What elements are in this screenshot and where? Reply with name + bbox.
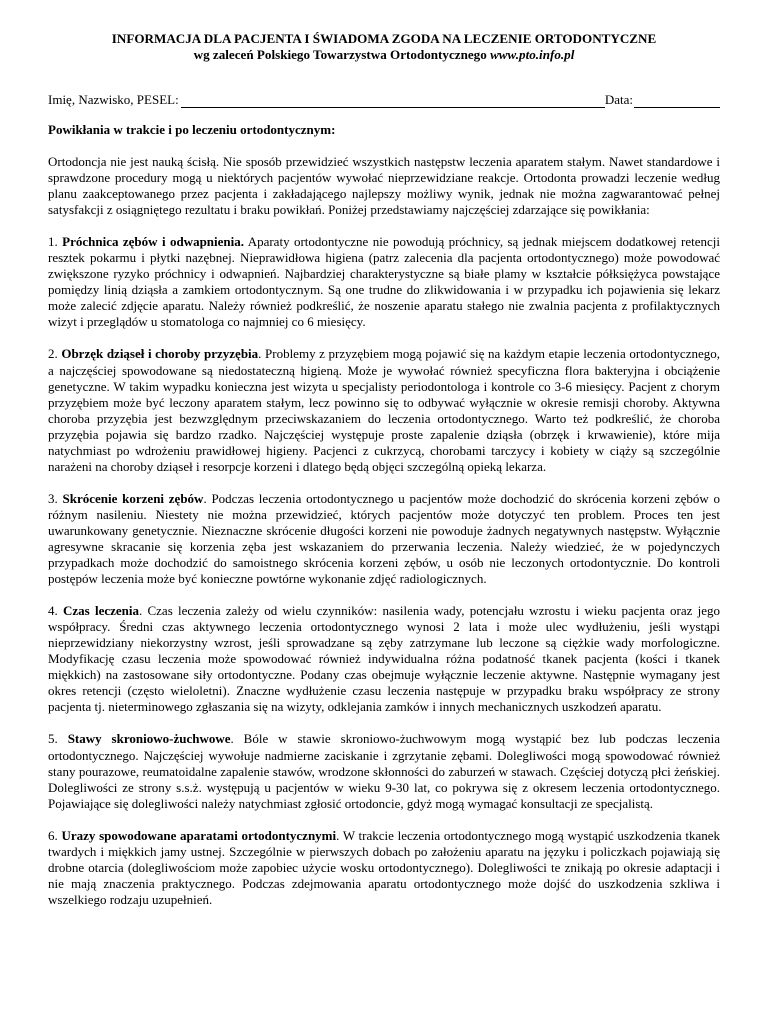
item-paragraph-1: [48, 234, 720, 330]
item-paragraph-4: [48, 603, 720, 715]
item-text: . Czas leczenia zależy od wielu czynników: nasilenia wady, potencjału wzrostu i wieku pacjenta oraz jego współpracy. Średni czas aktywnego leczenia ortodontycznego wynosi 2 lata i może ulec wydłużeniu, jeśli wystąpi nieprzewidziany niekorzystny wzrost, jeśli sprowadzane są zęby zatrzymane lub leczone są ciężkie wady morfologiczne. Modyfikację czasu leczenia może spowodować również indywidualna różna podatność tkanek pacjenta (kości i tkanek miękkich) na zastosowane siły ortodontyczne. Podany czas obejmuje wyłącznie leczenie aktywne. Następnie wymagany jest okres retencji (często wieloletni). Znaczne wydłużenie czasu leczenia następuje w przypadku braku współpracy ze strony pacjenta tj. nieterminowego zgłaszania się na wizyty, odklejania zamków i innych mechanicznych uszkodzeń aparatu.: [48, 603, 720, 715]
item-title: Czas leczenia: [63, 603, 139, 619]
item-number: 5.: [48, 731, 68, 747]
item-number: 1.: [48, 234, 63, 250]
document-page: [48, 31, 720, 908]
section-heading: Powikłania w trakcie i po leczeniu ortodontycznym:: [48, 122, 336, 137]
item-text: . Problemy z przyzębiem mogą pojawić się na każdym etapie leczenia ortodontycznego, a najczęściej spowodowane są niedostateczną higieną. Może je wywołać również specyficzna flora bakteryjna i obciążenie genetyczne. W takim wypadku konieczna jest wizyta u specjalisty periodontologa i kontrole co 3-6 miesięcy. Pacjent z chorym przyzębiem może być leczony aparatem stałym, lecz powinno się to odbywać wyłącznie w okresie remisji choroby. Aktywna choroba przyzębia jest bezwzględnym przeciwskazaniem do leczenia ortodontycznego. Warto też podkreślić, że choroba przyzębia pojawia się bardzo rzadko. Najczęściej występuje proste zapalenie dziąsła (obrzęk i krwawienie), które mija natychmiast po wdrożeniu prawidłowej higieny. Pacjenci z cukrzycą, chorobami tarczycy i kobiety w ciąży są szczególnie narażeni na choroby dziąseł i resorpcje korzeni i dlatego będą objęci szczególną opieką lekarza.: [48, 346, 720, 474]
item-number: 4.: [48, 603, 63, 619]
subtitle-url: www.pto.info.pl: [490, 47, 575, 62]
date-label: Data:: [604, 92, 633, 107]
item-title: Skrócenie korzeni zębów: [62, 490, 204, 506]
document-title: INFORMACJA DLA PACJENTA I ŚWIADOMA ZGODA NA LECZENIE ORTODONTYCZNE: [111, 31, 657, 46]
item-title: Próchnica zębów i odwapnienia.: [62, 234, 245, 250]
item-paragraph-5: [48, 731, 720, 811]
item-text: . Podczas leczenia ortodontycznego u pacjentów może dochodzić do skrócenia korzeni zębów o różnym nasileniu. Niestety nie można przewidzieć, których pacjentów może dotyczyć ten problem. Proces ten jest uwarunkowany genetycznie. Nieznaczne skrócenie długości korzeni nie powoduje żadnych negatywnych następstw. Wyłącznie agresywne skracanie się korzenia zęba jest wskazaniem do przerwania leczenia. Należy wiedzieć, że w pojedynczych przypadkach może dochodzić do samoistnego skrócenia korzeni zębów, u osób nie leczonych ortodontycznie. Do kontroli postępów leczenia może być konieczne powtórne wykonanie zdjęć radiologicznych.: [48, 490, 721, 587]
name-field[interactable]: [181, 94, 605, 108]
name-label: Imię, Nazwisko, PESEL:: [48, 92, 179, 107]
document-subtitle: [48, 47, 720, 63]
item-text: . Bóle w stawie skroniowo-żuchwowym mogą wystąpić bez lub podczas leczenia ortodontycznego. Najczęściej wywołuje nadmierne zaciskanie i zgrzytanie zębami. Dolegliwości mogą spowodować również stany pourazowe, reumatoidalne zapalenie stawów, wrodzone skłonności do zaburzeń w stawach. Częściej dotyczą płci żeńskiej. Dolegliwości ze strony s.s.ż. występują u pacjentów w wieku 9-30 lat, co pokrywa się z okresem leczenia ortodontycznego. Pojawiające się dolegliwości należy natychmiast zgłosić ortodoncie, gdyż mogą wymagać konsultacji ze specjalistą.: [48, 731, 720, 811]
item-number: 6.: [48, 827, 62, 843]
item-paragraph-3: [48, 491, 720, 587]
date-field[interactable]: [634, 94, 720, 108]
item-number: 2.: [48, 346, 62, 362]
subtitle-prefix: wg zaleceń Polskiego Towarzystwa Ortodontycznego: [193, 47, 491, 62]
patient-form-line: [48, 92, 720, 108]
item-number: 3.: [48, 490, 63, 506]
intro-paragraph: Ortodoncja nie jest nauką ścisłą. Nie sposób przewidzieć wszystkich następstw leczenia aparatem stałym. Nawet standardowe i sprawdzone procedury mogą u niektórych pacjentów wywołać nieprzewidziane reakcje. Ortodonta prowadzi leczenie według planu zaakceptowanego przez pacjenta i zakładającego najlepszy możliwy wynik, jednak nie można zagwarantować pełnej satysfakcji z osiągniętego rezultatu i braku powikłań. Poniżej przedstawiamy najczęściej zdarzające się powikłania:: [48, 154, 720, 218]
item-title: Obrzęk dziąseł i choroby przyzębia: [61, 346, 259, 362]
item-paragraph-2: [48, 346, 720, 474]
item-paragraph-6: [48, 828, 720, 908]
item-title: Stawy skroniowo-żuchwowe: [67, 731, 231, 747]
item-text: . W trakcie leczenia ortodontycznego mogą wystąpić uszkodzenia tkanek twardych i miękkich jamy ustnej. Szczególnie w pierwszych dobach po założeniu aparatu na języku i policzkach pojawiają się drobne otarcia (dolegliwościom może zapobiec użycie wosku ortodontycznego). Dolegliwości te znikają po okresie adaptacji i nie mają znaczenia praktycznego. Podczas zdejmowania aparatu ortodontycznego może dojść do uszkodzenia szkliwa i wszelkiego rodzaju uzupełnień.: [48, 827, 721, 907]
item-title: Urazy spowodowane aparatami ortodontycznymi: [61, 827, 337, 843]
item-text: Aparaty ortodontyczne nie powodują próchnicy, są jednak miejscem dodatkowej retencji resztek pokarmu i płytki nazębnej. Nieprawidłowa higiena (patrz zalecenia dla pacjenta ortodontycznego) może powodować zwiększone ryzyko próchnicy i odwapnień. Najbardziej charakterystyczne są białe plamy w kształcie półksiężyca powstające pomiędzy linią dziąsła a zamkiem ortodontycznym. Są one trudne do zlikwidowania i w przypadku ich pojawienia się lekarz może zalecić zdjęcie aparatu. Należy również podkreślić, że noszenie aparatu stałego nie zwalnia pacjenta z profilaktycznych wizyt i przeglądów u stomatologa co najmniej co 6 miesięcy.: [48, 234, 720, 330]
